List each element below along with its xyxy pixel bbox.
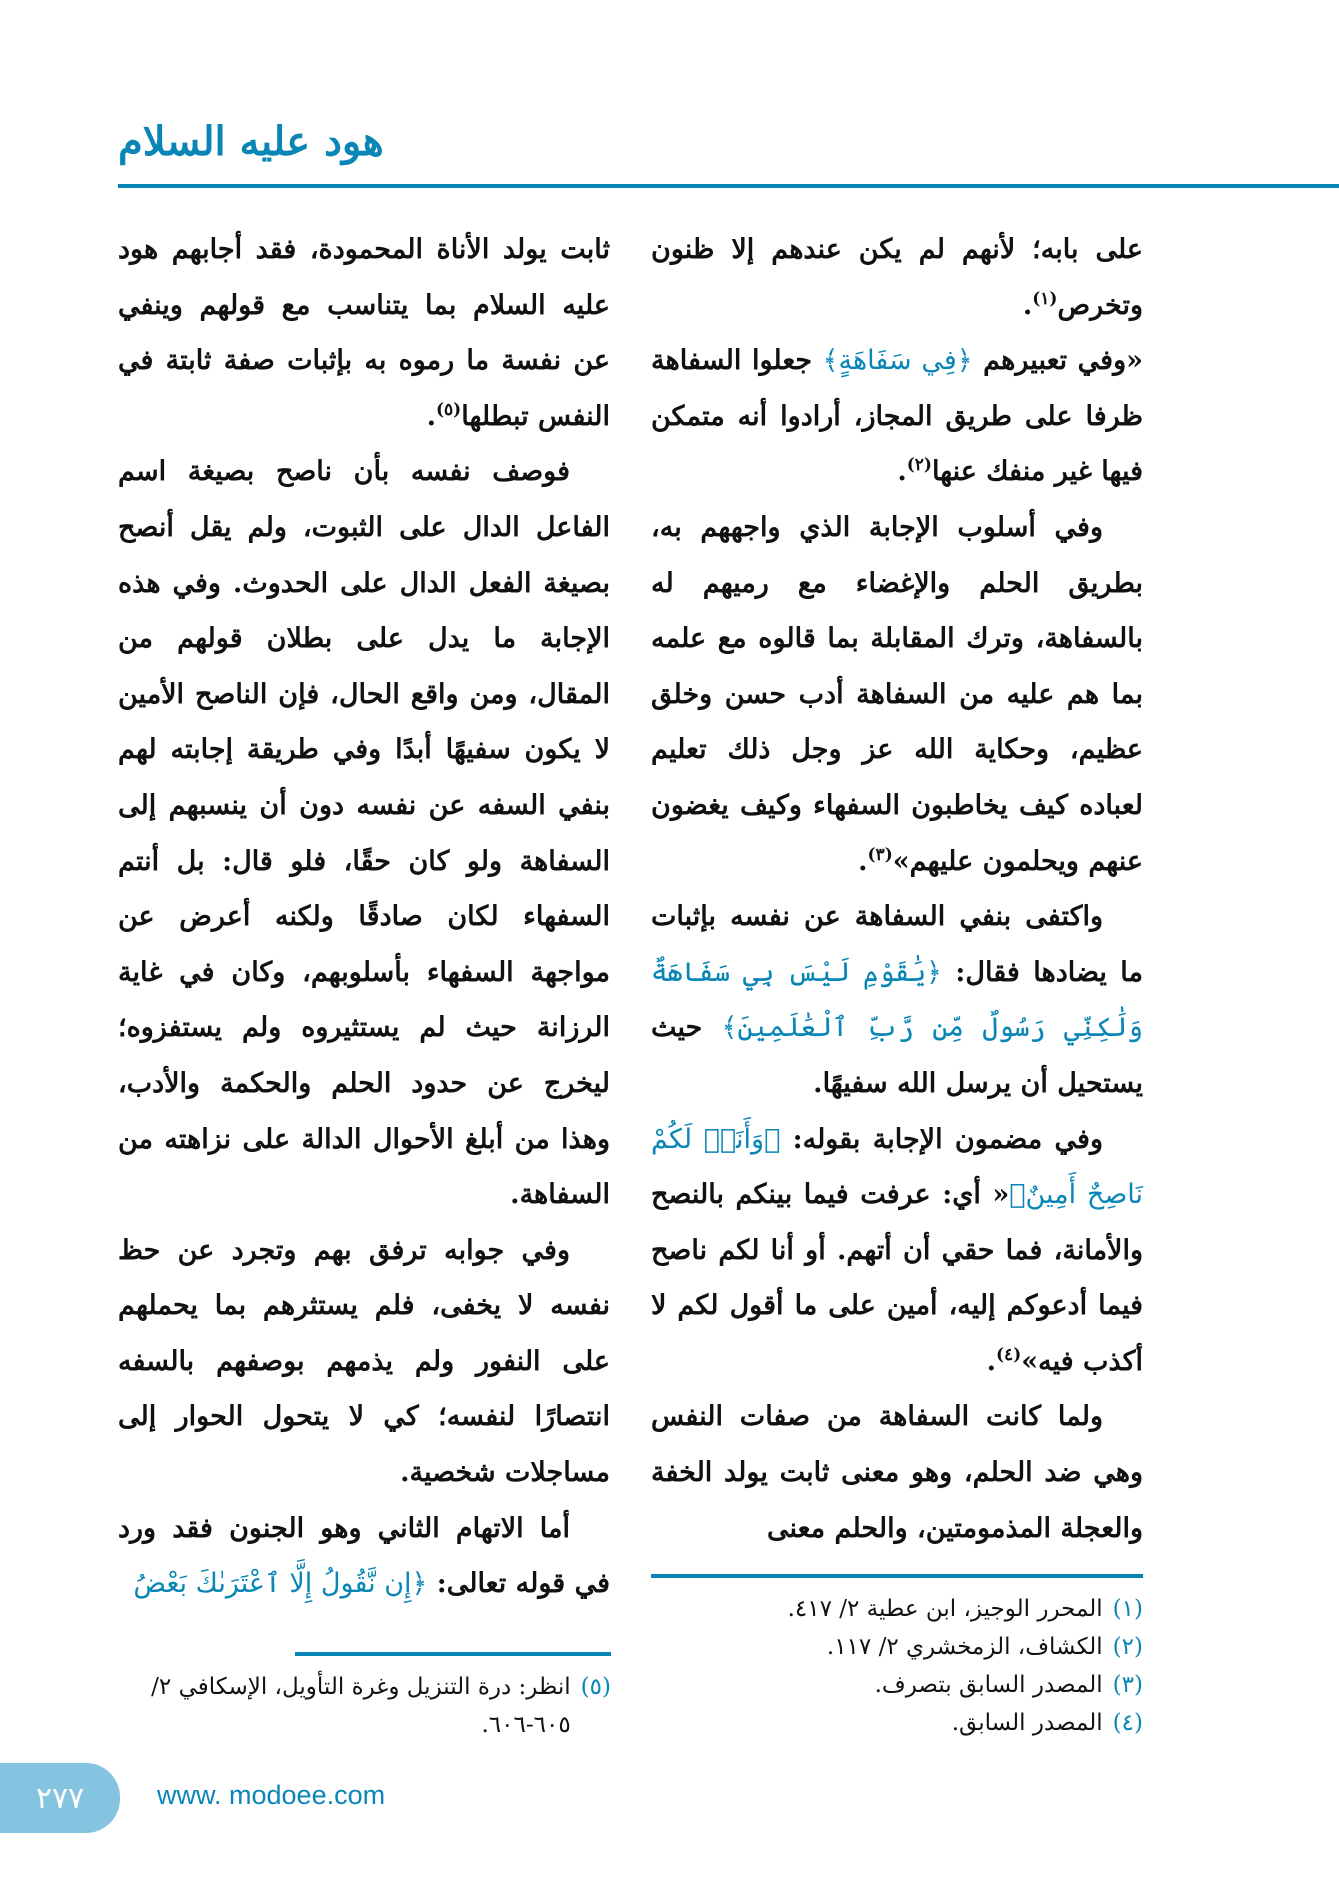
paragraph-text: ثابت يولد الأناة المحمودة، فقد أجابهم هود عليه السلام بما يتناسب مع قولهم وينفي عن نفسة ما رموه به بإثبات صفة ثابتة في النفس تبطلها bbox=[118, 234, 610, 432]
footnote-number: (٢) bbox=[1112, 1634, 1143, 1660]
footnote-number: (٤) bbox=[1112, 1710, 1143, 1736]
footnote bbox=[651, 1704, 1143, 1742]
paragraph-text: جعلوا السفاهة ظرفا على طريق المجاز، أرادوا أنه متمكن فيها غير منفك عنها bbox=[651, 345, 1143, 488]
footnote bbox=[651, 1590, 1143, 1628]
footnote-text: انظر: درة التنزيل وغرة التأويل، الإسكافي ٢/ ٦٠٥-٦٠٦. bbox=[151, 1674, 571, 1738]
paragraph bbox=[118, 222, 610, 444]
footnote-ref: (٥) bbox=[435, 399, 462, 420]
footnote-ref: (٤) bbox=[996, 1344, 1022, 1365]
quran-verse: ﴿يَٰقَوْمِ لَيْسَ بِي سَفَاهَةٌ وَلَٰكِنِّي رَسُولٌ مِّن رَّبِّ ٱلْعَٰلَمِينَ﴾ bbox=[651, 956, 1143, 1044]
header-rule bbox=[118, 184, 1339, 188]
footnote bbox=[651, 1666, 1143, 1704]
paragraph-text: وفي جوابه ترفق بهم وتجرد عن حظ نفسه لا يخفى، فلم يستثرهم بما يحملهم على النفور ولم يذمهم بوصفهم بالسفه انتصارًا لنفسه؛ كي لا يتحول الحوار إلى مساجلات شخصية. bbox=[118, 1234, 610, 1489]
footnote-text: المحرر الوجيز، ابن عطية ٢/ ٤١٧. bbox=[787, 1596, 1103, 1622]
paragraph-text: «وفي تعبيرهم bbox=[972, 345, 1143, 377]
footnote-number: (٣) bbox=[1112, 1672, 1143, 1698]
paragraph bbox=[651, 1112, 1143, 1390]
footnote-separator-left bbox=[295, 1652, 611, 1656]
paragraph-text: . bbox=[426, 400, 436, 432]
paragraph-text: . bbox=[1022, 289, 1033, 321]
footnote-text: الكشاف، الزمخشري ٢/ ١١٧. bbox=[826, 1634, 1103, 1660]
paragraph-text: . bbox=[897, 456, 907, 488]
paragraph-text: « أي: عرفت فيما بينكم بالنصح والأمانة، فما حقي أن أتهم. أو أنا لكم ناصح فيما أدعوكم إليه، أمين على ما أقول لكم لا أكذب فيه» bbox=[651, 1179, 1143, 1377]
paragraph-text: أما الاتهام الثاني وهو الجنون فقد ورد في قوله تعالى: bbox=[118, 1512, 610, 1600]
footnote-text: المصدر السابق بتصرف. bbox=[874, 1672, 1103, 1698]
footnote-number: (٥) bbox=[580, 1674, 611, 1700]
paragraph-text: . bbox=[986, 1345, 996, 1377]
paragraph bbox=[651, 222, 1143, 333]
paragraph bbox=[651, 1389, 1143, 1556]
paragraph bbox=[651, 500, 1143, 889]
paragraph-text: فوصف نفسه بأن ناصح بصيغة اسم الفاعل الدال على الثبوت، ولم يقل أنصح بصيغة الفعل الدال على الحدوث. وفي هذه الإجابة ما يدل على بطلان قولهم من المقال، ومن واقع الحال، فإن الناصح الأمين لا يكون سفيهًا أبدًا وفي طريقة إجابته لهم بنفي السفه عن نفسه دون أن ينسبهم إلى السفاهة ولو كان حقًا، فلو قال: بل أنتم السفهاء لكان صادقًا ولكنه أعرض عن مواجهة السفهاء بأسلوبهم، وكان في غاية الرزانة حيث لم يستثيروه ولم يستفزوه؛ ليخرج عن حدود الحلم والحكمة والأدب، وهذا من أبلغ الأحوال الدالة على نزاهته من السفاهة. bbox=[118, 456, 610, 1211]
paragraph-text: ولما كانت السفاهة من صفات النفس وهي ضد الحلم، وهو معنى ثابت يولد الخفة والعجلة المذمومتين، والحلم معنى bbox=[651, 1401, 1143, 1544]
site-url[interactable]: www. modoee.com bbox=[157, 1780, 386, 1810]
footnote-text: المصدر السابق. bbox=[951, 1710, 1103, 1736]
paragraph bbox=[651, 889, 1143, 1111]
paragraph-text: وفي مضمون الإجابة بقوله: bbox=[780, 1123, 1103, 1155]
page-number: ٢٧٧ bbox=[0, 1763, 120, 1833]
quran-verse: ﴿إِن نَّقُولُ إِلَّا ٱعْتَرَىٰكَ بَعْضُ bbox=[133, 1568, 428, 1600]
footnotes-left bbox=[118, 1668, 611, 1744]
footnote-separator-right bbox=[651, 1574, 1143, 1578]
footnote-number: (١) bbox=[1112, 1596, 1143, 1622]
text-column-right bbox=[651, 222, 1143, 1556]
footnote bbox=[651, 1628, 1143, 1666]
footnote-ref: (٣) bbox=[867, 844, 893, 865]
paragraph bbox=[651, 333, 1143, 500]
footnote-ref: (٢) bbox=[906, 455, 932, 476]
text-column-left bbox=[118, 222, 610, 1612]
paragraph bbox=[118, 444, 610, 1222]
running-title: هود عليه السلام bbox=[118, 118, 384, 165]
paragraph-text: واكتفى بنفي السفاهة عن نفسه بإثبات ما يضادها فقال: bbox=[651, 901, 1143, 988]
paragraph-text: وفي أسلوب الإجابة الذي واجههم به، بطريق الحلم والإغضاء مع رميهم له بالسفاهة، وترك المقابلة بما قالوه مع علمه بما هم عليه من السفاهة أدب حسن وخلق عظيم، وحكاية الله عز وجل ذلك تعليم لعباده كيف يخاطبون السفهاء وكيف يغضون عنهم ويحلمون عليهم» bbox=[651, 511, 1143, 877]
footnotes-right bbox=[651, 1590, 1143, 1742]
footnote-ref: (١) bbox=[1032, 288, 1058, 309]
paragraph bbox=[118, 1501, 610, 1612]
paragraph bbox=[118, 1223, 610, 1501]
quran-verse: ﴿وَأَنَا۠ لَكُمْ نَاصِحٌ أَمِينٌ﴾ bbox=[651, 1123, 1143, 1211]
paragraph-text: حيث يستحيل أن يرسل الله سفيهًا. bbox=[651, 1012, 1143, 1099]
quran-verse: ﴿فِي سَفَاهَةٍ﴾ bbox=[822, 345, 973, 377]
paragraph-text: على بابه؛ لأنهم لم يكن عندهم إلا ظنون وتخرص bbox=[651, 234, 1143, 321]
paragraph-text: . bbox=[858, 845, 868, 877]
footnote bbox=[118, 1668, 611, 1744]
